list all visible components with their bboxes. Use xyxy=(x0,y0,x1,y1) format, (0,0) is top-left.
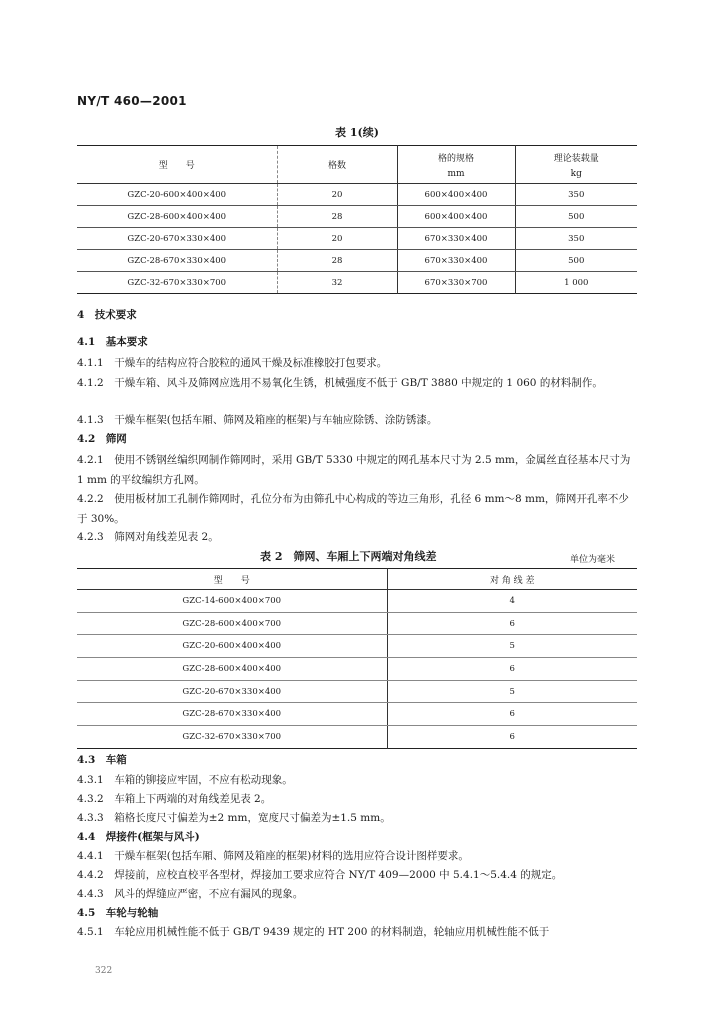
table1-header-spec-label: 格的规格 xyxy=(437,153,474,164)
table-row xyxy=(77,590,637,613)
table1-cell-layers: 20 xyxy=(277,184,397,206)
clause-4-3-2: 4.3.2 车箱上下两端的对角线差见表 2。 xyxy=(77,793,272,805)
table1-cell-model: GZC-28-600×400×400 xyxy=(77,206,277,228)
table1-header-load-unit: kg xyxy=(570,168,582,179)
table1-cell-load: 500 xyxy=(515,206,637,228)
clause-4-2-3: 4.2.3 筛网对角线差见表 2。 xyxy=(77,531,219,543)
heading-4-1: 4.1 基本要求 xyxy=(77,336,148,348)
table2-header-diag: 对 角 线 差 xyxy=(387,569,637,590)
table2-cell-diag: 4 xyxy=(387,590,637,613)
table1-cell-spec: 670×330×700 xyxy=(397,272,515,294)
table2-unit-note: 单位为毫米 xyxy=(570,555,616,565)
page-number: 322 xyxy=(95,966,113,976)
heading-4: 4 技术要求 xyxy=(77,309,137,321)
table-row xyxy=(77,635,637,658)
table-row xyxy=(77,658,637,681)
table1-cell-spec: 600×400×400 xyxy=(397,184,515,206)
table1-cell-load: 1 000 xyxy=(515,272,637,294)
table2-cell-model: GZC-32-670×330×700 xyxy=(182,731,282,742)
table2-cell-model: GZC-28-600×400×700 xyxy=(77,612,387,635)
heading-4-3: 4.3 车箱 xyxy=(77,754,127,766)
table-row xyxy=(77,228,637,250)
clause-4-1-2: 4.1.2 干燥车箱、风斗及筛网应选用不易氧化生锈，机械强度不低于 GB/T 3880 中规定的 1 060 的材料制作。 xyxy=(77,377,603,389)
table1-cell-layers: 28 xyxy=(277,206,397,228)
table2-cell-model: GZC-14-600×400×700 xyxy=(77,590,387,613)
table1-header-spec xyxy=(397,146,515,184)
table1-cell-model: GZC-28-670×330×400 xyxy=(77,250,277,272)
table1-cell-spec: 670×330×400 xyxy=(397,228,515,250)
table2-cell-model: GZC-20-600×400×400 xyxy=(77,635,387,658)
clause-4-4-1: 4.4.1 干燥车框架(包括车厢、筛网及箱座的框架)材料的选用应符合设计图样要求。 xyxy=(77,850,469,862)
table1-cell-model: GZC-32-670×330×700 xyxy=(127,277,227,288)
table1-cell-load: 500 xyxy=(515,250,637,272)
table-row xyxy=(77,272,637,294)
table1-cell-model: GZC-20-670×330×400 xyxy=(77,228,277,250)
clause-4-1-1: 4.1.1 干燥车的结构应符合胶粒的通风干燥及标准橡胶打包要求。 xyxy=(77,357,388,369)
clause-4-2-2: 4.2.2 使用板材加工孔制作筛网时，孔位分布为由筛孔中心构成的等边三角形，孔径 6 mm～8 mm，筛网开孔率不少于 30%。 xyxy=(77,493,629,525)
table1-cell-layers: 20 xyxy=(277,228,397,250)
table1-header-spec-unit: mm xyxy=(447,168,465,179)
table2-caption: 表 2 筛网、车厢上下两端对角线差 xyxy=(260,550,437,563)
table2-header-model: 型 号 xyxy=(77,569,387,590)
table2-cell-diag: 5 xyxy=(387,635,637,658)
clause-4-1-3: 4.1.3 干燥车框架(包括车厢、筛网及箱座的框架)与车轴应除锈、涂防锈漆。 xyxy=(77,414,438,426)
document-code: NY/T 460—2001 xyxy=(77,94,187,108)
table2-cell-model: GZC-20-670×330×400 xyxy=(77,680,387,703)
table-row xyxy=(77,184,637,206)
table2 xyxy=(77,568,637,749)
clause-4-5-1: 4.5.1 车轮应用机械性能不低于 GB/T 9439 规定的 HT 200 的材料制造，轮轴应用机械性能不低于 xyxy=(77,926,550,938)
table1-cell-layers: 32 xyxy=(277,272,397,294)
table1-cell-spec: 670×330×400 xyxy=(397,250,515,272)
table2-cell-diag: 5 xyxy=(387,680,637,703)
table1-cell-spec: 600×400×400 xyxy=(397,206,515,228)
table2-cell-model: GZC-28-670×330×400 xyxy=(77,703,387,726)
table-row xyxy=(77,680,637,703)
table2-cell-diag: 6 xyxy=(387,726,637,749)
table2-header-row xyxy=(77,569,637,590)
clause-4-4-3: 4.4.3 风斗的焊缝应严密，不应有漏风的现象。 xyxy=(77,888,304,900)
table2-cell-diag: 6 xyxy=(387,658,637,681)
table1-header-load-label: 理论装载量 xyxy=(553,153,599,164)
clause-4-4-2: 4.4.2 焊接前，应校直校平各型材，焊接加工要求应符合 NY/T 409—2000 中 5.4.1～5.4.4 的规定。 xyxy=(77,869,563,881)
clause-4-2-1: 4.2.1 使用不锈钢丝编织网制作筛网时，采用 GB/T 5330 中规定的网孔基本尺寸为 2.5 mm，金属丝直径基本尺寸为 1 mm 的平纹编织方孔网。 xyxy=(77,454,631,486)
table1-header-layers: 格数 xyxy=(277,146,397,184)
table-row xyxy=(77,726,637,749)
clause-4-3-1: 4.3.1 车箱的铆接应牢固，不应有松动现象。 xyxy=(77,774,293,786)
table1-cell-layers: 28 xyxy=(277,250,397,272)
table-row xyxy=(77,703,637,726)
table2-cell-model: GZC-28-600×400×400 xyxy=(77,658,387,681)
table1-cell-load: 350 xyxy=(515,184,637,206)
table1-header-model: 型 号 xyxy=(77,146,277,184)
table1 xyxy=(77,145,637,294)
heading-4-2: 4.2 筛网 xyxy=(77,433,127,445)
table-row xyxy=(77,206,637,228)
table1-header-load xyxy=(515,146,637,184)
table1-cell-load: 350 xyxy=(515,228,637,250)
clause-4-3-3: 4.3.3 箱格长度尺寸偏差为±2 mm，宽度尺寸偏差为±1.5 mm。 xyxy=(77,812,391,824)
table1-cell-model: GZC-20-600×400×400 xyxy=(77,184,277,206)
table2-cell-diag: 6 xyxy=(387,703,637,726)
table2-cell-diag: 6 xyxy=(387,612,637,635)
table1-header-row xyxy=(77,146,637,184)
heading-4-5: 4.5 车轮与轮轴 xyxy=(77,907,159,919)
table-row xyxy=(77,612,637,635)
table-row xyxy=(77,250,637,272)
heading-4-4: 4.4 焊接件(框架与风斗) xyxy=(77,831,200,843)
table1-caption: 表 1(续) xyxy=(335,126,379,139)
